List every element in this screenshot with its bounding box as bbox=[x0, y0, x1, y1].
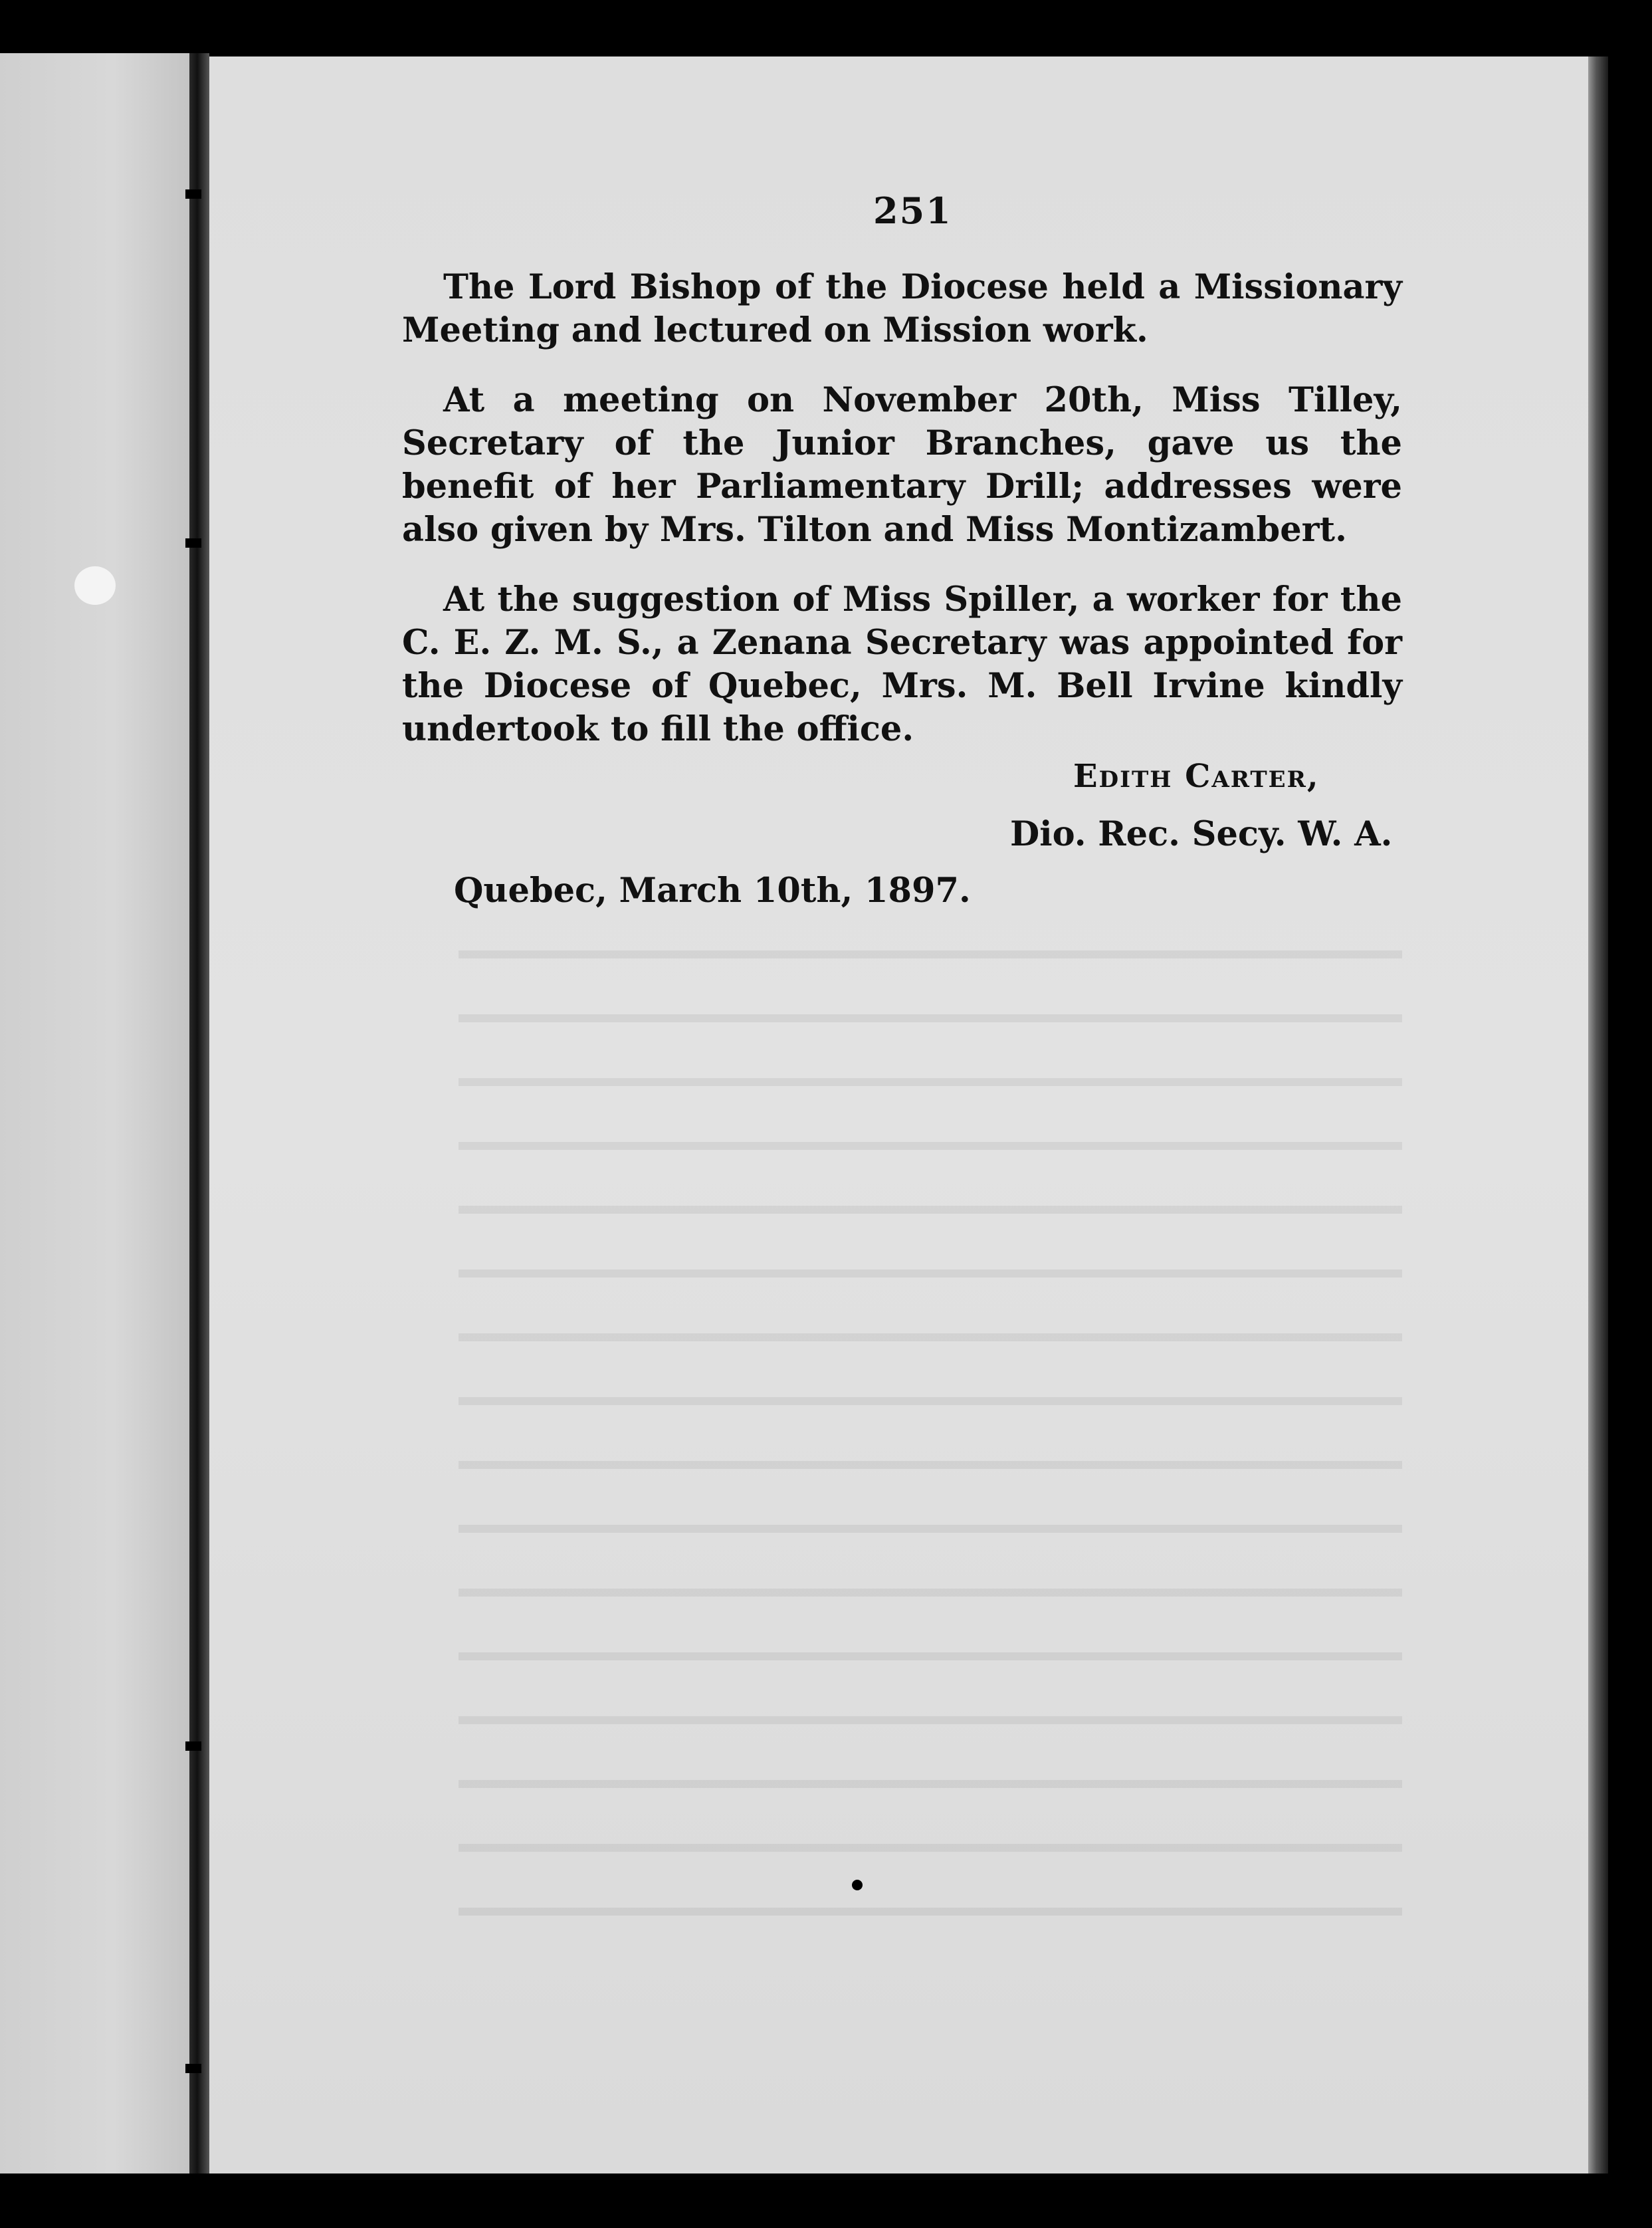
show-through-text bbox=[459, 924, 1402, 1954]
ink-dot bbox=[852, 1880, 863, 1890]
page-number: 251 bbox=[873, 189, 952, 232]
book-gutter bbox=[189, 53, 209, 2173]
paper-blot bbox=[74, 566, 116, 605]
binding-mark bbox=[185, 1741, 201, 1751]
binding-mark bbox=[185, 189, 201, 199]
signature-title: Dio. Rec. Secy. W. A. bbox=[1010, 814, 1393, 854]
paragraph: At a meeting on November 20th, Miss Tilley, Secretary of the Junior Branches, gave us the benefit of her Parliamentary Drill; addresses were also given by Mrs. Tilton and Miss Montizambert. bbox=[402, 380, 1402, 550]
body-text bbox=[402, 266, 1402, 778]
paragraph: The Lord Bishop of the Diocese held a Missionary Meeting and lectured on Mission work. bbox=[402, 267, 1402, 350]
place-date-line: Quebec, March 10th, 1897. bbox=[454, 871, 971, 911]
binding-mark bbox=[185, 2064, 201, 2073]
left-facing-page bbox=[0, 53, 189, 2173]
signature-name: Edith Carter, bbox=[1073, 758, 1320, 795]
binding-mark bbox=[185, 538, 201, 548]
page-edge-shadow bbox=[1588, 56, 1608, 2173]
paragraph: At the suggestion of Miss Spiller, a worker for the C. E. Z. M. S., a Zenana Secretary was appointed for the Diocese of Quebec, Mrs. M. Bell Irvine kindly undertook to fill the office. bbox=[402, 580, 1402, 749]
